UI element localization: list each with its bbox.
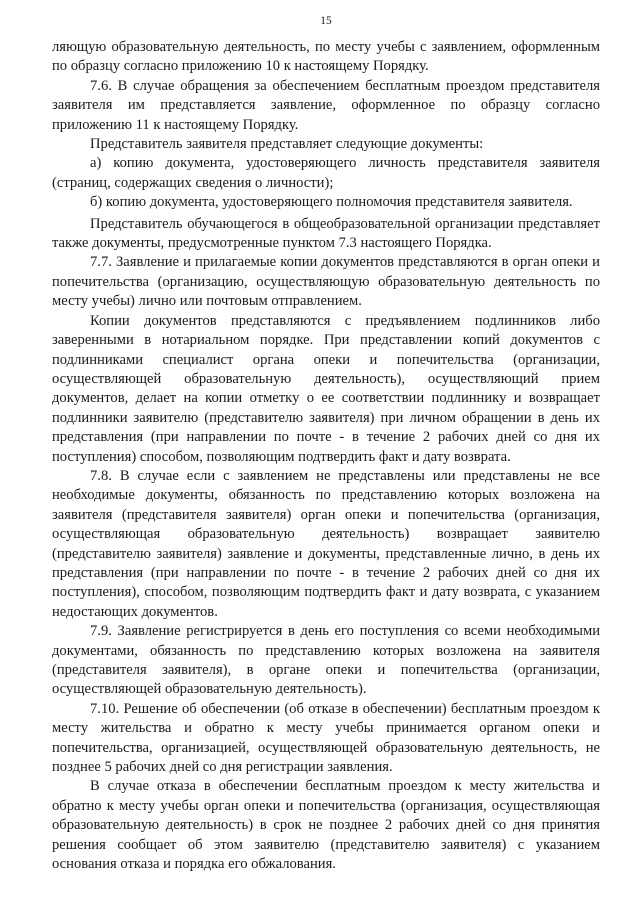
document-page <box>52 14 600 874</box>
paragraph-7-6: 7.6. В случае обращения за обеспечением бесплатным проездом представителя заявителя им представляется заявление, оформленное по образцу согласно приложению 11 к настоящему Порядку. <box>52 77 600 133</box>
paragraph-representative-documents: Представитель заявителя представляет следующие документы: <box>90 136 484 153</box>
paragraph-item-a: а) копию документа, удостоверяющего личность представителя заявителя (страниц, содержащих сведения о личности); <box>52 155 600 191</box>
paragraph-7-7: 7.7. Заявление и прилагаемые копии документов представляются в орган опеки и попечительства (организацию, осуществляющую образовательную деятельность по месту учебы) лично или почтовым отправлением. <box>52 254 600 310</box>
paragraph-student-representative: Представитель обучающегося в общеобразовательной организации представляет также документы, предусмотренные пунктом 7.3 настоящего Порядка. <box>52 215 600 252</box>
page-number: 15 <box>320 15 332 27</box>
paragraph-copies: Копии документов представляются с предъявлением подлинников либо заверенными в нотариальном порядке. При представлении копий документов с подлинниками специалист органа опеки и попечительства (организации, осуществляющей образовательную деятельность), осуществляющий прием документов, делает на копии отметку о ее соответствии подлиннику и возвращает подлинники заявителю (представителю заявителя) при личном обращении в день их представления (при направлении по почте - в течение 2 рабочих дней со дня их поступления) способом, позволяющим подтвердить факт и дату возврата. <box>52 312 600 465</box>
paragraph-refusal: В случае отказа в обеспечении бесплатным проездом к месту жительства и обратно к месту учебы орган опеки и попечительства (организация, осуществляющая образовательную деятельность) в срок не позднее 2 рабочих дней со дня принятия решения сообщает об этом заявителю (представителю заявителя) с указанием основания отказа и порядка его обжалования. <box>52 778 600 873</box>
paragraph-7-10: 7.10. Решение об обеспечении (об отказе в обеспечении) бесплатным проездом к месту жительства и обратно к месту учебы принимается органом опеки и попечительства, организацией, осуществляющей образовательную деятельность, не позднее 5 рабочих дней со дня регистрации заявления. <box>52 700 600 776</box>
paragraph-continuation: ляющую образовательную деятельность, по месту учебы с заявлением, оформленным по образцу согласно приложению 10 к настоящему Порядку. <box>52 39 600 75</box>
paragraph-item-b: б) копию документа, удостоверяющего полномочия представителя заявителя. <box>90 194 573 211</box>
paragraph-7-8: 7.8. В случае если с заявлением не представлены или представлены не все необходимые документы, обязанность по представлению которых возложена на заявителя (представителя заявителя) орган опеки и попечительства (организация, осуществляющая образовательную деятельность) возвращает заявителю (представителю заявителя) заявление и документы, представленные лично, в день их представления (при направлении по почте - в течение 2 рабочих дней со дня их поступления), способом, позволяющим подтвердить факт и дату возврата, с указанием недостающих документов. <box>52 467 600 620</box>
paragraph-7-9: 7.9. Заявление регистрируется в день его поступления со всеми необходимыми документами, обязанность по представлению которых возложена на заявителя (представителя заявителя), в органе опеки и попечительства (организации, осуществляющей образовательную деятельность). <box>52 623 600 698</box>
